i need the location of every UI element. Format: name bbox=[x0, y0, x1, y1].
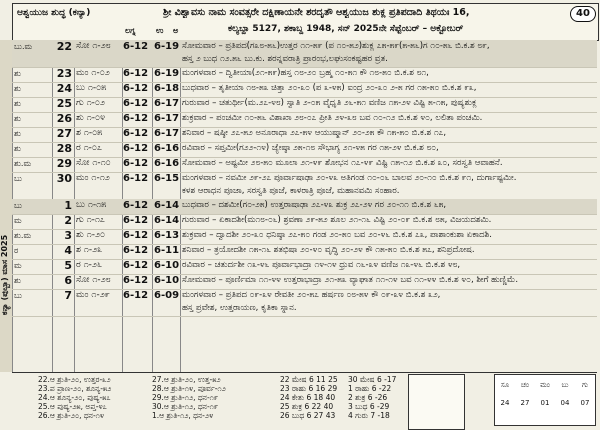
sunrise-cell: 6-13 bbox=[154, 230, 180, 241]
weekday-code: ಬು bbox=[14, 201, 22, 210]
weekday-code: ಶು bbox=[14, 114, 21, 123]
day-row bbox=[12, 259, 597, 275]
panchanga-text: ಸೋಮವಾರ – ಅಷ್ಟಮೀ ೨೮-೫೦ ಮೂಲಾ ೨೧-೪೯ ಶೋಭನ ೧೭-೪೯ ವಿಷ್ಟಿ ೧೫-೧೨ ಬಿ.ಕ.ಶ ೩೦, ಸರಸ್ವತಿ ಆವಾಹನೆ. bbox=[182, 158, 503, 168]
sunrise-cell: 6-11 bbox=[154, 245, 180, 256]
panchanga-text: ರವಿವಾರ – ಸಪ್ತಮೀ(ಗ೨೨-೧೪) ಜ್ಯೇಷ್ಠಾ ೨೫-೧೮ ಸೌಭಾಗ್ಯ ೨೧-೪೫ ಗರ ೧೫-೨೪ ಬಿ.ಕ.ಶ ೮೦, bbox=[182, 143, 439, 153]
date-number: 7 bbox=[64, 289, 72, 302]
grid-head-cell: ಬು bbox=[561, 381, 569, 389]
lagna-cell: 6-12 bbox=[123, 290, 149, 301]
panchanga-text: ಗುರುವಾರ – ಏಕಾದಶೀ(ಮ೧೮-೦೬) ಶ್ರವಣಾ ೨೯-೫೨ ಶೂಲ ೨೧-೧೬ ವಿಷ್ಟಿ ೨೦-೦೯ ಬಿ.ಕ.ಶ ೮೫, ವಿಜಯದಶಮಿ. bbox=[182, 215, 492, 225]
sunrise-cell: 6-17 bbox=[154, 128, 180, 139]
sunrise-cell: 6-10 bbox=[154, 260, 180, 271]
tithi-cell: ಬು ೧-೧೫ bbox=[76, 200, 107, 210]
sunrise-cell: 6-10 bbox=[154, 275, 180, 286]
grid-head-cell: ಚಂ bbox=[521, 381, 529, 389]
date-number: 3 bbox=[64, 229, 72, 242]
footer-col-4: 30 ಮೇಷ 6 -17 1 ರಾಹು 6 -22 2 ಶುಕ್ರ 6 -26 3 ಬುಧ 6 -29 4 ಗುರು 7 -18 bbox=[348, 375, 397, 420]
chart-box bbox=[408, 374, 465, 430]
panchanga-text-line2: ಹಸ್ತ ಪ್ರವೇಶ, ಉತ್ತರಾಯಣ, ಕೃತಿಕಾ ಸ್ನಾನ. bbox=[182, 303, 297, 313]
date-number: 24 bbox=[56, 82, 72, 95]
panchanga-text-line2: ಕಳಶ ಆರಾಧನ ಪೂಜಾ, ಸರಸ್ವತಿ ಪೂಜೆ, ಕಾಳರಾತ್ರಿ ಪೂಜೆ, ಮಹಾನವಮಿ ಸಂಹಾರ. bbox=[182, 186, 400, 196]
tithi-cell: ರ ೧-೦೭ bbox=[76, 143, 102, 153]
page-header bbox=[12, 3, 599, 41]
panchanga-text: ಮಂಗಳವಾರ – ನವಮೀ ೨೯-೨೭ ಪೂರ್ವಾಷಾಢಾ ೨೦-೪೩ ಅತಿಗಂಡ ೧೦-೦೬ ಬಾಲವ ೨೦-೧೦ ಬಿ.ಕ.ಶ ೯೧, ದುರ್ಗಾಷ್ಟಮೀ. bbox=[182, 173, 517, 183]
sunrise-cell: 6-19 bbox=[154, 68, 180, 79]
footer-col-3: 22 ಮೇಷ 6 11 25 23 ರಾಹು 6 16 29 24 ಕೇತು 6 18 40 25 ಶುಕ್ರ 6 22 40 26 ಬುಧ 6 27 43 bbox=[280, 375, 338, 420]
panchanga-text-line2: ಹಸ್ತ ೨ ಬುಧ ೧೨.೫೬ ಬು.ಕು. ಶರನ್ನವರಾತ್ರಿ ಪ್ರಾರಂಭ,ಲಘುಸಂಕಷ್ಟಹರ ವ್ರತ. bbox=[182, 54, 388, 64]
date-number: 28 bbox=[56, 142, 72, 155]
footer-col-1: 22.ಆ ಶ್ರುತಿ-೨೦, ಉತ್ತರ-೩೨ 23.ಪ ಪ್ರಾಣ-೨೦, ಶೂನ್ಯ-೫೨ 24.ಆ ಶೂನ್ಯ-೨೦, ಪುಷ್ಯ-೫೭ 25.ಆ ಪುಷ್ಯ-೨೫, ಅಪ್ತ-೪೭ 26.ಆ ಶ್ರುತಿ-೨೦, ಧನ-೧೪ bbox=[38, 375, 112, 420]
grid-value-cell: 27 bbox=[520, 399, 530, 407]
panchanga-text: ಸೋಮವಾರ – ಪ್ರತಿಪದ(ಗ೩೮-೫೬)ಉತ್ತರ ೧೧-೫೯ (ಪ ೧೦-೫೨)ಶುಕ್ಲ ೭೫-೫೯(೫-೫೬)ಗ ೧೦-೫೬ ಬಿ.ಕ.ಶ ೮೯, bbox=[182, 41, 490, 51]
sunrise-cell: 6-16 bbox=[154, 158, 180, 169]
date-number: 2 bbox=[64, 214, 72, 227]
date-number: 5 bbox=[64, 259, 72, 272]
sunrise-cell: 6-19 bbox=[154, 41, 180, 52]
header-title-line1: ಶ್ರೀ ವಿಶ್ವಾವಸು ನಾಮ ಸಂವತ್ಸರೇ ದಕ್ಷಿಣಾಯನೇ ಶರದೃತೌ ಆಶ್ವಯುಜ ಶುಕ್ಲ ಪ್ರತಿಪದಾದಿ ತಿಥಯಃ 16, bbox=[163, 7, 470, 18]
lagna-cell: 6-12 bbox=[123, 98, 149, 109]
weekday-code: ಬು bbox=[14, 174, 22, 183]
weekday-code: ಶು bbox=[14, 129, 21, 138]
grid-value-cell: 01 bbox=[540, 399, 550, 407]
date-number: 1 bbox=[64, 199, 72, 212]
footer-col-2: 27.ಆ ಶ್ರುತಿ-೨೦, ಉತ್ತ-೫೨ 28.ಆ ಶ್ರುತಿ-೧೪, ಪೂರ್ವ-೧೨ 29.ಆ ಶ್ರುತಿ-೧೨, ಧನ-೧೯ 30.ಆ ಶ್ರುತಿ-೧೨, ಧನ-೧೯ 1.ಆ ಶ್ರುತಿ-೧೨, ಧನ-೨೪ bbox=[152, 375, 226, 420]
weekday-code: ಶು bbox=[14, 69, 21, 78]
panchanga-text: ಮಂಗಳವಾರ – ದ್ವಿತೀಯಾ(೨೧-೫೯)ಹಸ್ತ ೧೮-೨೦ ಬ್ರಹ್ಮ ೧೦-೫೧ ಕೌ ೧೮-೫೦ ಬಿ.ಕ.ಶ ೮೧, bbox=[182, 68, 429, 78]
date-number: 6 bbox=[64, 274, 72, 287]
tithi-cell: ಮಂ ೧-೨೯ bbox=[76, 290, 110, 300]
panchanga-text: ಬುಧವಾರ – ದಶಮೀ(ಗ೦-೨೫) ಉತ್ತರಾಷಾಢಾ ೨೭-೪೩ ಶುಕ್ರ ೨೭-೨೪ ಗರ ೨೦-೧೧ ಬಿ.ಕ.ಶ ೬೫, bbox=[182, 200, 447, 210]
weekday-code: ಬು bbox=[14, 291, 22, 300]
weekday-code: ಮ bbox=[14, 216, 22, 225]
day-row bbox=[12, 112, 597, 128]
sunrise-cell: 6-09 bbox=[154, 290, 180, 301]
sunrise-cell: 6-18 bbox=[154, 83, 180, 94]
col-header-us: ಉ bbox=[156, 26, 164, 35]
lagna-cell: 6-12 bbox=[123, 200, 149, 211]
tithi-cell: ಸೋ ೧-೨೮ bbox=[76, 41, 111, 51]
date-number: 4 bbox=[64, 244, 72, 257]
tithi-cell: ಶ ೧-೦೫ bbox=[76, 128, 103, 138]
tithi-cell: ಸೋ ೧-೨೮ bbox=[76, 275, 111, 285]
day-row bbox=[12, 172, 597, 200]
day-row bbox=[12, 229, 597, 245]
date-number: 29 bbox=[56, 157, 72, 170]
date-number: 27 bbox=[56, 127, 72, 140]
date-number: 25 bbox=[56, 97, 72, 110]
tithi-cell: ಶ ೧-೨೩ bbox=[76, 245, 103, 255]
weekday-code: ಶು bbox=[14, 144, 21, 153]
tithi-cell: ಶು ೧-೨೦ bbox=[76, 230, 106, 240]
grid-value-cell: 07 bbox=[580, 399, 590, 407]
date-number: 23 bbox=[56, 67, 72, 80]
grid-value-cell: 24 bbox=[500, 399, 510, 407]
lagna-cell: 6-12 bbox=[123, 230, 149, 241]
weekday-code: ಶು bbox=[14, 276, 21, 285]
panchanga-text: ಮಂಗಳವಾರ – ಪ್ರತಿಪದ ೦೯-೩೪ ರೇವತೀ ೨೦-೫೭ ಹರ್ಷಣ ೦೮-೫೪ ಕೌ ೦೯-೩೪ ಬಿ.ಕ.ಶ ೩೨, bbox=[182, 290, 441, 300]
day-row bbox=[12, 244, 597, 260]
grid-value-cell: 04 bbox=[560, 399, 570, 407]
day-row bbox=[12, 127, 597, 143]
day-row bbox=[12, 289, 597, 317]
day-row bbox=[12, 199, 597, 215]
lagna-cell: 6-12 bbox=[123, 143, 149, 154]
tithi-cell: ರ ೧-೨೬ bbox=[76, 260, 102, 270]
col-header-lagna: ಲಗ್ನ bbox=[125, 26, 136, 35]
day-row bbox=[12, 82, 597, 98]
weekday-code: ಮ bbox=[14, 261, 22, 270]
lagna-cell: 6-12 bbox=[123, 275, 149, 286]
panchanga-text: ಗುರುವಾರ – ಚತುರ್ಥೀ(ಮ.೨೭-೪೮) ಸ್ವಾತಿ ೨-೦೫ ವೈಧೃತಿ ೨೬-೫೧ ವಣಿಜ ೧೫-೨೪ ವಿಷ್ಟಿ ೫-೧೫, ಪುಷ್ಯಶುಕ್ಲ bbox=[182, 98, 477, 108]
panchanga-text: ರವಿವಾರ – ಚತುರ್ದಶೀ ೧೩-೪೬ ಪೂರ್ವಾಭಾದ್ರಾ ೧೪-೧೪ ಧ್ರುವ ೧೬-೩೪ ವಣಿಜ ೧೩-೪೬ ಬಿ.ಕ.ಶ ೪೮, bbox=[182, 260, 461, 270]
day-row bbox=[12, 214, 597, 230]
lagna-cell: 6-12 bbox=[123, 173, 149, 184]
day-row bbox=[12, 40, 597, 68]
side-label: ಕನ್ಯಾ (ಪುಬ್ಬಾ) ಮಾಸ 2025 bbox=[0, 234, 9, 316]
panchanga-text: ಸೋಮವಾರ – ಪೂರ್ಣಿಮಾ ೧೧-೪೪ ಉತ್ತರಾಭಾದ್ರಾ ೨೧-೫೩ ವ್ಯಾಘಾತ ೧೧-೧೪ ಬವ ೧೧-೪೪ ಬಿ.ಕ.ಶ ೪೦, ಶೀಗೆ ಹುಣ್ಣಿಮೆ. bbox=[182, 275, 519, 285]
lagna-cell: 6-12 bbox=[123, 41, 149, 52]
day-row bbox=[12, 274, 597, 290]
grid-head-cell: ಸೂ bbox=[500, 381, 510, 389]
weekday-code: ಶು.ಮ bbox=[14, 231, 32, 240]
panchanga-text: ಬುಧವಾರ – ತೃತೀಯಾ ೧೮-೫೩ ಚಿತ್ತಾ ೨೦-೩೦ (ಪ ೩-೪೫) ಐಂದ್ರ ೨೦-೩೦ ೨-೫ ಗರ ೧೫-೫೦ ಬಿ.ಕ.ಶ ೯೩, bbox=[182, 83, 477, 93]
sunrise-cell: 6-16 bbox=[154, 143, 180, 154]
sunrise-cell: 6-17 bbox=[154, 98, 180, 109]
lagna-cell: 6-12 bbox=[123, 113, 149, 124]
panchanga-text: ಶುಕ್ರವಾರ – ದ್ವಾದಶೀ ೨೦-೩೦ ಧನಿಷ್ಠಾ ೨೭-೫೦ ಗಂಡ ೨೦-೫೦ ಬವ ೨೦-೪೬ ಬಿ.ಕ.ಶ ೭೩, ಪಾಶಾಂಕುಶಾ ಏಕಾದಶಿ. bbox=[182, 230, 492, 240]
weekday-code: ಶು bbox=[14, 84, 21, 93]
tithi-cell: ಮಂ ೧-೦೨ bbox=[76, 68, 110, 78]
sunrise-cell: 6-14 bbox=[154, 215, 180, 226]
day-row bbox=[12, 142, 597, 158]
lagna-cell: 6-12 bbox=[123, 260, 149, 271]
page-number: 40 bbox=[570, 6, 596, 22]
tithi-cell: ಗು ೧-೦೨ bbox=[76, 98, 105, 108]
tithi-cell: ಬು ೧-೦೫ bbox=[76, 83, 107, 93]
tithi-cell: ಮಂ ೧-೧೨ bbox=[76, 173, 110, 183]
lagna-cell: 6-12 bbox=[123, 158, 149, 169]
weekday-code: ರ bbox=[14, 246, 19, 255]
lagna-cell: 6-12 bbox=[123, 128, 149, 139]
header-title-line2: ಕಲ್ಯಬ್ದಾ 5127, ಶಕಾಬ್ದ 1948, ಸನ್ 2025ನೇ ಸೆಪ್ಟೆಂಬರ್ – ಅಕ್ಟೋಬರ್ bbox=[228, 24, 464, 34]
panchanga-text: ಶನಿವಾರ – ಷಷ್ಠೀ ೨೭-೫೨ ಅನೂರಾಧಾ ೨೭-೫೪ ಆಯುಷ್ಮಾನ್ ೨೦-೨೫ ಕೌ ೧೫-೫೦ ಬಿ.ಕ.ಶ ೧೭, bbox=[182, 128, 447, 138]
weekday-code: ಬು.ಮ bbox=[14, 42, 33, 51]
weekday-code: ಶು bbox=[14, 99, 21, 108]
panchanga-text: ಶನಿವಾರ – ತ್ರಯೋದಶೀ ೧೫-೧೬ ಶತಭಿಷಾ ೨೦-೪೦ ವೃದ್ಧಿ ೨೦-೨೪ ಕೌ ೧೫-೫೦ ಬಿ.ಕ.ಶ ೫೭, ಶನಿಪ್ರದೋಷ. bbox=[182, 245, 475, 255]
sunrise-cell: 6-15 bbox=[154, 173, 180, 184]
day-row bbox=[12, 67, 597, 83]
date-number: 30 bbox=[56, 172, 72, 185]
day-row bbox=[12, 97, 597, 113]
lagna-cell: 6-12 bbox=[123, 68, 149, 79]
tithi-cell: ಗು ೧-೧೭ bbox=[76, 215, 105, 225]
sunrise-cell: 6-14 bbox=[154, 200, 180, 211]
lagna-cell: 6-12 bbox=[123, 245, 149, 256]
tithi-cell: ಸೋ ೧-೧೦ bbox=[76, 158, 111, 168]
weekday-code: ಶು.ಮ bbox=[14, 159, 32, 168]
planet-grid bbox=[494, 374, 596, 426]
day-row bbox=[12, 157, 597, 173]
sunrise-cell: 6-17 bbox=[154, 113, 180, 124]
footer-panel bbox=[12, 372, 597, 429]
grid-head-cell: ಮಂ bbox=[540, 381, 550, 389]
col-header-as: ಅ bbox=[173, 26, 179, 35]
date-number: 22 bbox=[56, 40, 72, 53]
panchanga-text: ಶುಕ್ರವಾರ – ಪಂಚಮೀ ೧೦-೫೬ ವಿಶಾಖಾ ೨೮-೦೭ ಪ್ರೀತಿ ೨೪-೩೮ ಬವ ೧೦-೧೨ ಬಿ.ಕ.ಶ ೪೦, ಲಲಿತಾ ಪಂಚಮಿ. bbox=[182, 113, 483, 123]
lagna-cell: 6-12 bbox=[123, 215, 149, 226]
tithi-cell: ಶು ೧-೦೪ bbox=[76, 113, 106, 123]
date-number: 26 bbox=[56, 112, 72, 125]
lagna-cell: 6-12 bbox=[123, 83, 149, 94]
month-label: ಆಶ್ವಯುಜ ಶುದ್ಧ (ಕನ್ಯಾ) bbox=[17, 8, 91, 18]
grid-head-cell: ಗು bbox=[581, 381, 588, 389]
